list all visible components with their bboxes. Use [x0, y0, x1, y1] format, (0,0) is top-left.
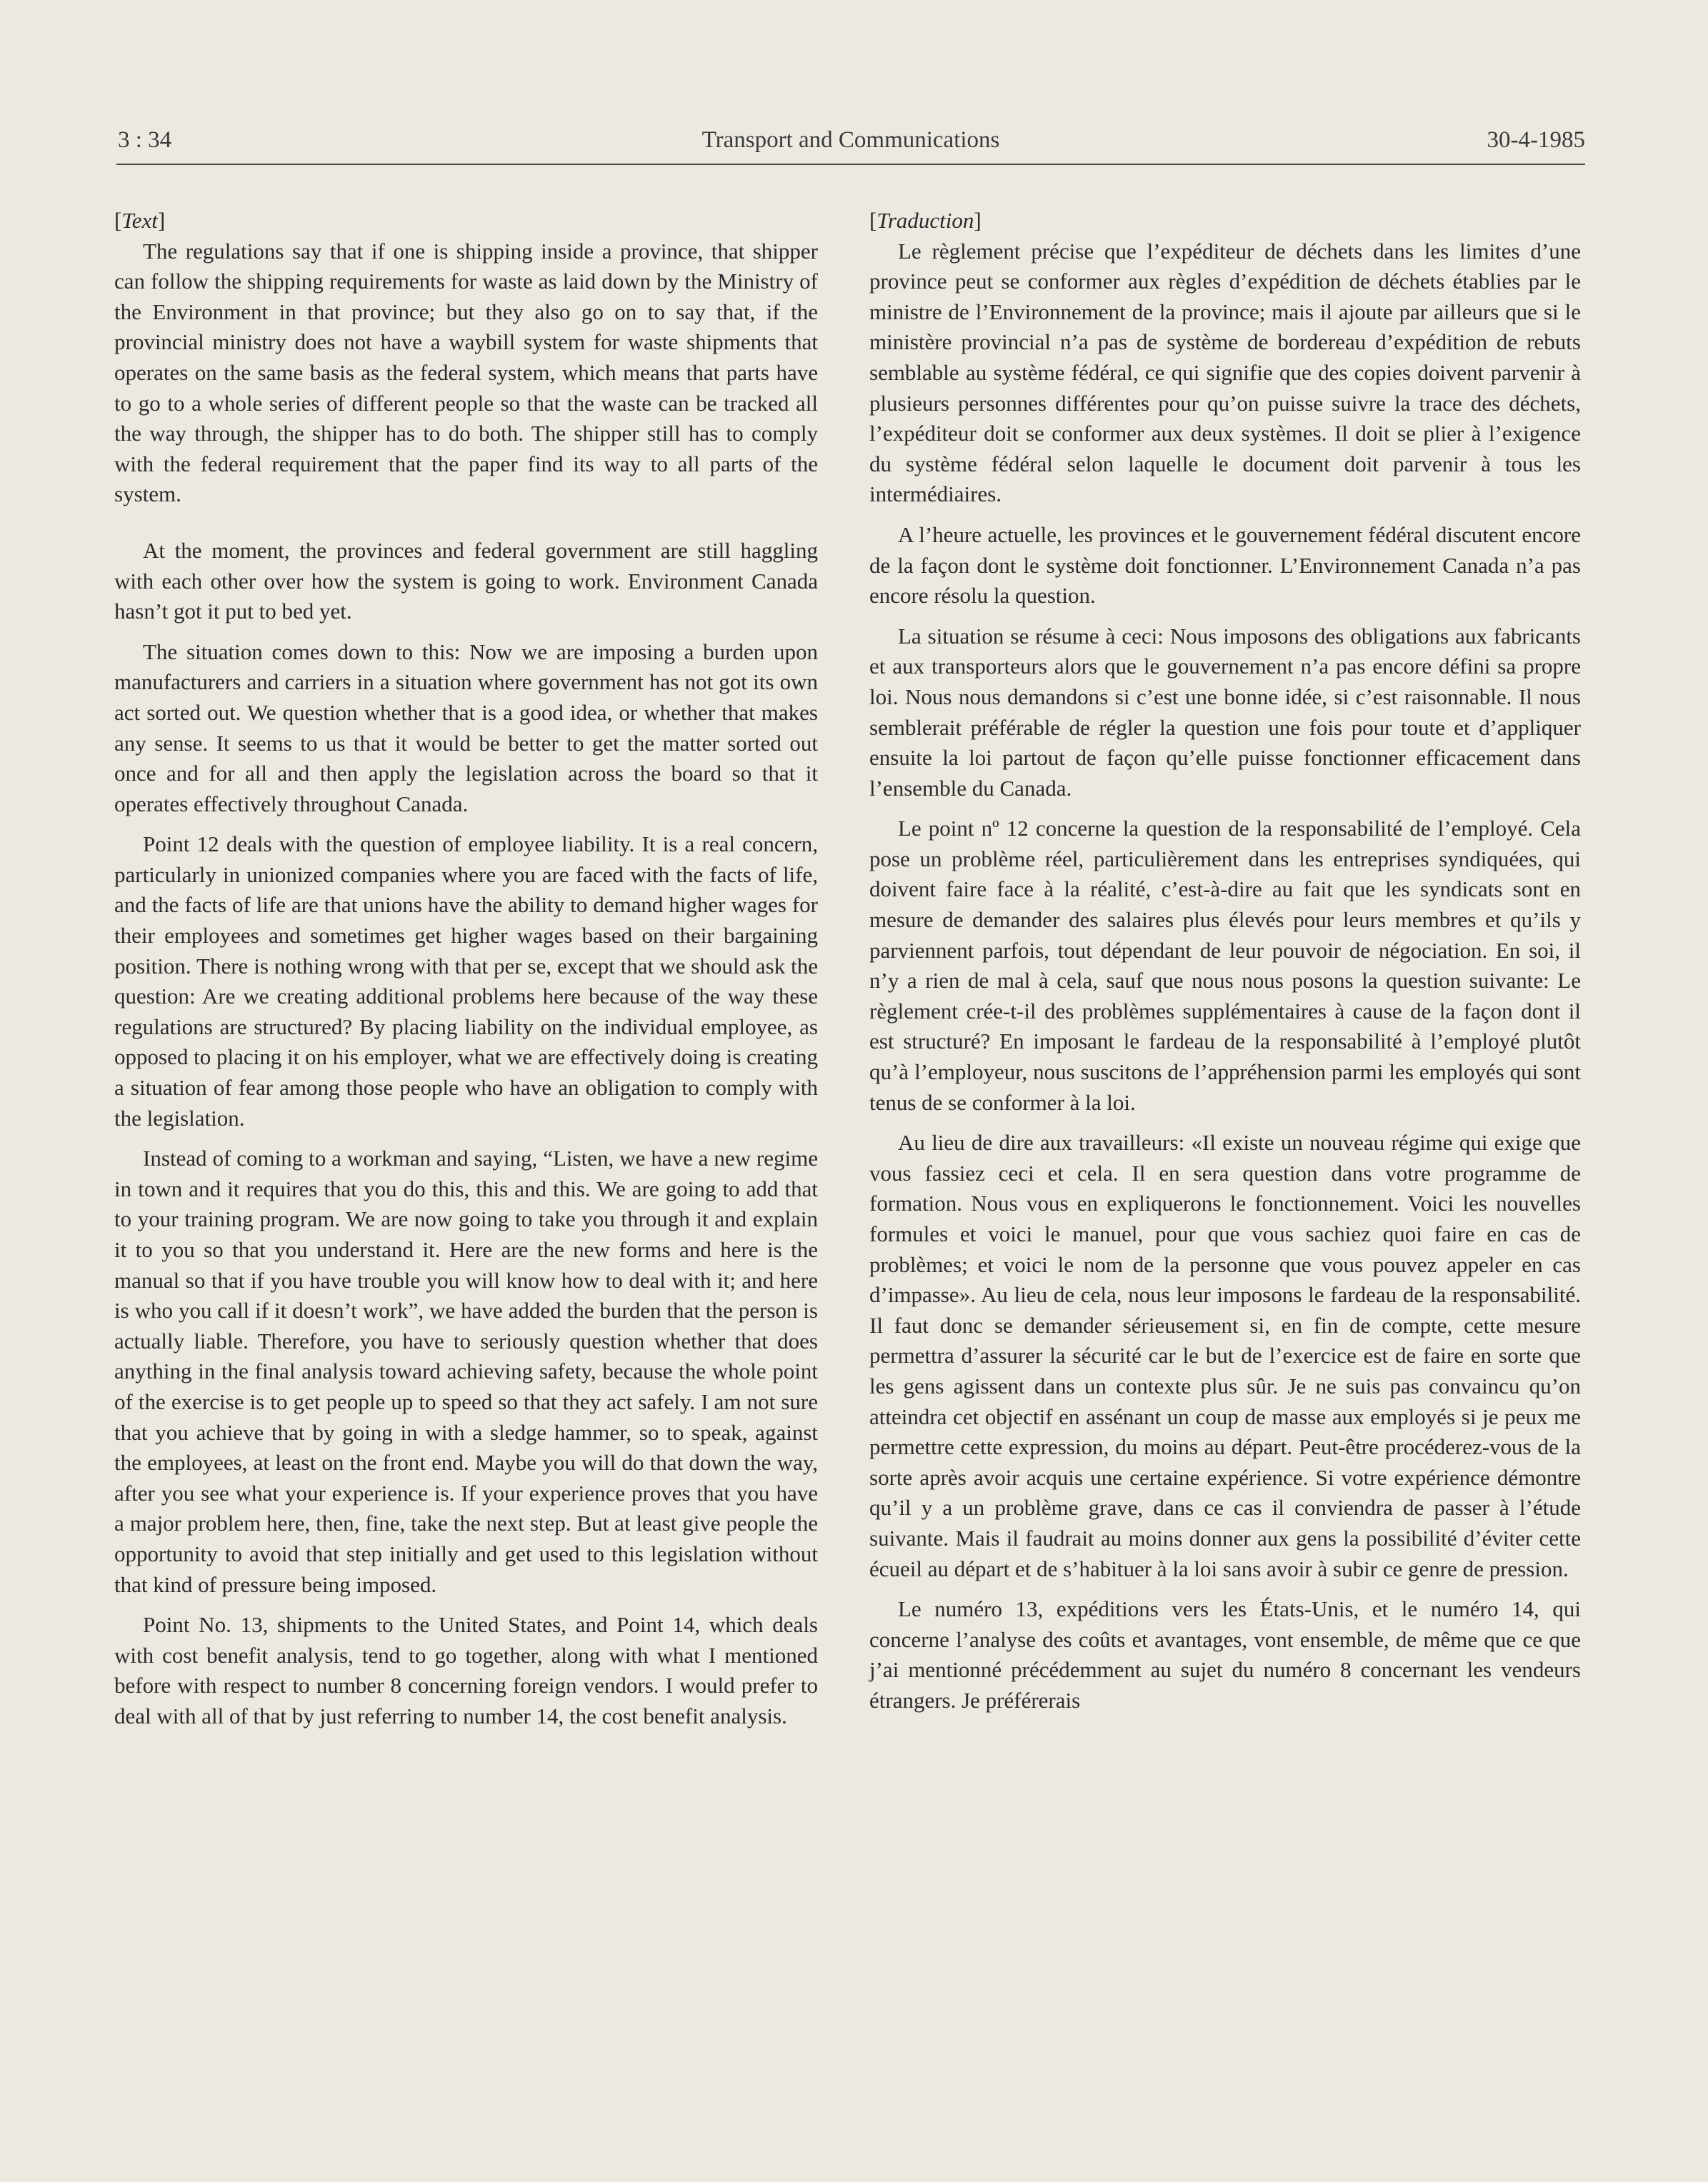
- paragraph: The regulations say that if one is shipping inside a province, that shipper can follow the shipping requirements for waste as laid down by the Ministry of the Environment in that province; but they also go on to say that, if the provincial ministry does not have a waybill system for waste shipments that operates on the same basis as the federal system, which means that parts have to go to a whole series of different people so that the waste can be tracked all the way through, the shipper has to do both. The shipper still has to comply with the federal requirement that the paper find its way to all parts of the system.: [114, 238, 818, 507]
- paragraph: Au lieu de dire aux travailleurs: «Il existe un nouveau régime qui exige que vous fassiez ceci et cela. Il en sera question dans votre programme de formation. Nous vous en expliquerons le fonctionnement. Voici les nouvelles formules et voici le manuel, pour que vous sachiez quoi faire en cas de problèmes; et voici le nom de la personne que vous pouvez appeler en cas d’impasse». Au lieu de cela, nous leur imposons le fardeau de la responsabilité. Il faut donc se demander sérieusement si, en fin de compte, cette mesure permettra d’assurer la sécurité car le but de l’exercice est de faire en sorte que les gens agissent dans un contexte plus sûr. Je ne suis pas convaincu qu’on atteindra cet objectif en assénant un coup de masse aux employés si je peux me permettre cette expression, du moins au départ. Peut-être procéderez-vous de la sorte après avoir acquis une certaine expérience. Si votre expérience démontre qu’il y a un problème grave, dans ce cas il conviendra de passer à l’étude suivante. Mais il faudrait au moins donner aux gens la possibilité d’éviter cette écueil au départ et de s’habituer à la loi sans avoir à subir ce genre de pression.: [869, 1130, 1581, 1581]
- paragraph: Point 12 deals with the question of employee liability. It is a real concern, particularly in unionized companies where you are faced with the facts of life, and the facts of life are that unions have the ability to demand higher wages for their employees and sometimes get higher wages based on their bargaining position. There is nothing wrong with that per se, except that we should ask the question: Are we creating additional problems here because of the way these regulations are structured? By placing liability on the individual employee, as opposed to placing it on his employer, what we are effectively doing is creating a situation of fear among those people who have an obligation to comply with the legislation.: [114, 831, 818, 1131]
- running-header: [116, 127, 1585, 163]
- english-column: [114, 206, 818, 1742]
- paragraph: At the moment, the provinces and federal government are still haggling with each other over how the system is going to work. Environment Canada hasn’t got it put to bed yet.: [114, 537, 818, 624]
- paragraph: A l’heure actuelle, les provinces et le gouvernement fédéral discutent encore de la façon dont le système doit fonctionner. L’Environnement Canada n’a pas encore résolu la question.: [869, 521, 1581, 609]
- paragraph: Point No. 13, shipments to the United States, and Point 14, which deals with cost benefit analysis, tend to go together, along with what I mentioned before with respect to number 8 concerning foreign vendors. I would prefer to deal with all of that by just referring to number 14, the cost benefit analysis.: [114, 1612, 818, 1728]
- paragraph: The situation comes down to this: Now we are imposing a burden upon manufacturers and carriers in a situation where government has not got its own act sorted out. We question whether that is a good idea, or whether that makes any sense. It seems to us that it would be better to get the matter sorted out once and for all and then apply the legislation across the board so that it operates effectively throughout Canada.: [114, 639, 818, 816]
- section-label-text: [Text]: [114, 208, 166, 233]
- page-number: 3 : 34: [118, 127, 172, 153]
- paragraph: Instead of coming to a workman and saying, “Listen, we have a new regime in town and it requires that you do this, this and this. We are going to add that to your training program. We are now going to take you through it and explain it to you so that you understand it. Here are the new forms and here is the manual so that if you have trouble you will know how to deal with it; and here is who you call if it doesn’t work”, we have added the burden that the person is actually liable. Therefore, you have to seriously question whether that does anything in the final analysis toward achieving safety, because the whole point of the exercise is to get people up to speed so that they act safely. I am not sure that you achieve that by going in with a sledge hammer, so to speak, against the employees, at least on the front end. Maybe you will do that down the way, after you see what your experience is. If your experience proves that you have a major problem here, then, fine, take the next step. But at least give people the opportunity to avoid that step initially and get used to this legislation without that kind of pressure being imposed.: [114, 1146, 818, 1597]
- header-rule: [116, 164, 1585, 165]
- paragraph: Le point nº 12 concerne la question de la responsabilité de l’employé. Cela pose un problème réel, particulièrement dans les entreprises syndiquées, qui doivent faire face à la réalité, c’est-à-dire au fait que les syndicats sont en mesure de demander des salaires plus élevés pour leurs membres et qu’ils y parviennent parfois, tout dépendant de leur pouvoir de négociation. En soi, il n’y a rien de mal à cela, sauf que nous nous posons la question suivante: Le règlement crée-t-il des problèmes supplémentaires à cause de la façon dont il est structuré? En imposant le fardeau de la responsabilité à l’employé plutôt qu’à l’employeur, nous suscitons de l’appréhension parmi les employés qui sont tenus de se conformer à la loi.: [869, 816, 1581, 1115]
- paragraph: Le règlement précise que l’expéditeur de déchets dans les limites d’une province peut se conformer aux règles d’expédition de déchets établies par le ministre de l’Environnement de la province; mais il ajoute par ailleurs que si le ministère provincial n’a pas de système de bordereau d’expédition de rebuts semblable au système fédéral, ce qui signifie que des copies doivent parvenir à plusieurs personnes différentes pour qu’on puisse suivre la trace des déchets, l’expéditeur doit se conformer aux deux systèmes. Il doit se plier à l’exigence du système fédéral selon laquelle le document doit parvenir à tous les intermédiaires.: [869, 238, 1581, 507]
- section-label-traduction: [Traduction]: [869, 208, 982, 233]
- paragraph: La situation se résume à ceci: Nous imposons des obligations aux fabricants et aux transporteurs alors que le gouvernement n’a pas encore défini sa propre loi. Nous nous demandons si c’est une bonne idée, si c’est raisonnable. Il nous semblerait préférable de régler la question une fois pour toute et d’appliquer ensuite la loi partout de façon qu’elle puisse fonctionner efficacement dans l’ensemble du Canada.: [869, 623, 1581, 801]
- issue-date: 30-4-1985: [1487, 127, 1585, 153]
- publication-title: Transport and Communications: [701, 127, 1000, 153]
- french-column: [869, 206, 1581, 1726]
- paragraph: Le numéro 13, expéditions vers les États-Unis, et le numéro 14, qui concerne l’analyse des coûts et avantages, vont ensemble, de même que ce que j’ai mentionné précédemment au sujet du numéro 8 concernant les vendeurs étrangers. Je préférerais: [869, 1596, 1581, 1713]
